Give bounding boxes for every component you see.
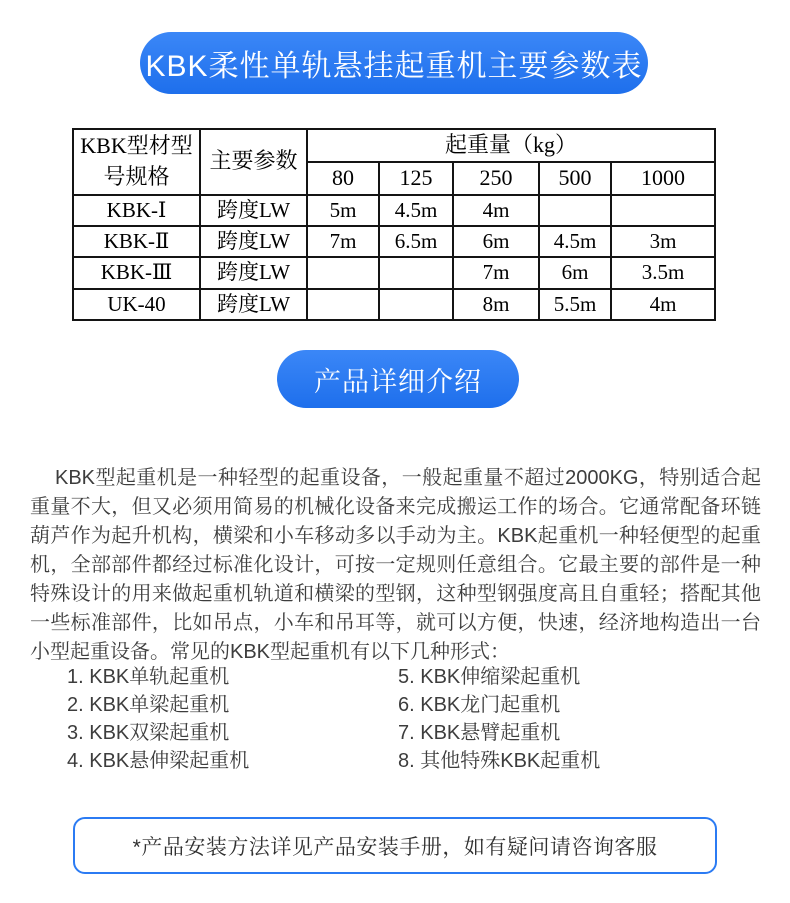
cell-value xyxy=(307,257,379,288)
cell-value: 4m xyxy=(453,195,539,226)
cell-value: 4m xyxy=(611,289,715,320)
header-capacity-125: 125 xyxy=(379,162,453,195)
main-title: KBK柔性单轨悬挂起重机主要参数表 xyxy=(145,50,643,83)
list-item: 7. KBK悬臂起重机 xyxy=(398,722,561,744)
list-item: 8. 其他特殊KBK起重机 xyxy=(398,750,601,772)
cell-param: 跨度LW xyxy=(200,289,307,320)
cell-value: 4.5m xyxy=(379,195,453,226)
list-item: 6. KBK龙门起重机 xyxy=(398,694,561,716)
cell-value: 5m xyxy=(307,195,379,226)
spec-table xyxy=(72,128,716,321)
cell-value: 5.5m xyxy=(539,289,611,320)
installation-note-text: *产品安装方法详见产品安装手册，如有疑问请咨询客服 xyxy=(132,835,658,859)
list-item: 4. KBK悬伸梁起重机 xyxy=(67,750,250,772)
cell-value: 6m xyxy=(453,226,539,257)
cell-value: 3m xyxy=(611,226,715,257)
cell-param: 跨度LW xyxy=(200,195,307,226)
cell-param: 跨度LW xyxy=(200,257,307,288)
table-row xyxy=(73,226,715,257)
cell-value xyxy=(611,195,715,226)
table-row xyxy=(73,289,715,320)
table-header-row-group xyxy=(73,129,715,162)
cell-value: 4.5m xyxy=(539,226,611,257)
cell-value: 7m xyxy=(307,226,379,257)
header-capacity-1000: 1000 xyxy=(611,162,715,195)
cell-value: 6m xyxy=(539,257,611,288)
section-title: 产品详细介绍 xyxy=(314,366,482,397)
header-capacity-250: 250 xyxy=(453,162,539,195)
cell-value xyxy=(307,289,379,320)
header-model-spec: KBK型材型号规格 xyxy=(73,129,200,195)
list-item: 5. KBK伸缩梁起重机 xyxy=(398,666,581,688)
section-title-pill xyxy=(277,350,519,408)
cell-param: 跨度LW xyxy=(200,226,307,257)
intro-paragraph: KBK型起重机是一种轻型的起重设备，一般起重量不超过2000KG，特别适合起重量不大，但又必须用简易的机械化设备来完成搬运工作的场合。它通常配备环链葫芦作为起升机构，横梁和小车移动多以手动为主。KBK起重机一种轻便型的起重机，全部部件都经过标准化设计，可按一定规则任意组合。它最主要的部件是一种特殊设计的用来做起重机轨道和横梁的型钢，这种型钢强度高且自重轻；搭配其他一些标准部件，比如吊点，小车和吊耳等，就可以方便，快速，经济地构造出一台小型起重设备。常见的KBK型起重机有以下几种形式： xyxy=(30,467,761,663)
installation-note-box xyxy=(73,817,717,874)
cell-model: KBK-Ⅲ xyxy=(73,257,200,288)
cell-value: 8m xyxy=(453,289,539,320)
header-capacity-group: 起重量（kg） xyxy=(307,129,715,162)
table-row xyxy=(73,257,715,288)
cell-value: 6.5m xyxy=(379,226,453,257)
cell-model: UK-40 xyxy=(73,289,200,320)
main-title-banner xyxy=(140,32,648,94)
crane-type-column-right xyxy=(398,663,698,775)
header-capacity-500: 500 xyxy=(539,162,611,195)
crane-type-list xyxy=(67,663,707,775)
header-capacity-80: 80 xyxy=(307,162,379,195)
list-item: 1. KBK单轨起重机 xyxy=(67,666,230,688)
crane-type-column-left xyxy=(67,663,398,775)
cell-value xyxy=(379,289,453,320)
cell-value xyxy=(379,257,453,288)
header-main-param: 主要参数 xyxy=(200,129,307,195)
list-item: 3. KBK双梁起重机 xyxy=(67,722,230,744)
cell-value: 3.5m xyxy=(611,257,715,288)
cell-value: 7m xyxy=(453,257,539,288)
cell-model: KBK-Ⅰ xyxy=(73,195,200,226)
cell-value xyxy=(539,195,611,226)
table-row xyxy=(73,195,715,226)
list-item: 2. KBK单梁起重机 xyxy=(67,694,230,716)
cell-model: KBK-Ⅱ xyxy=(73,226,200,257)
